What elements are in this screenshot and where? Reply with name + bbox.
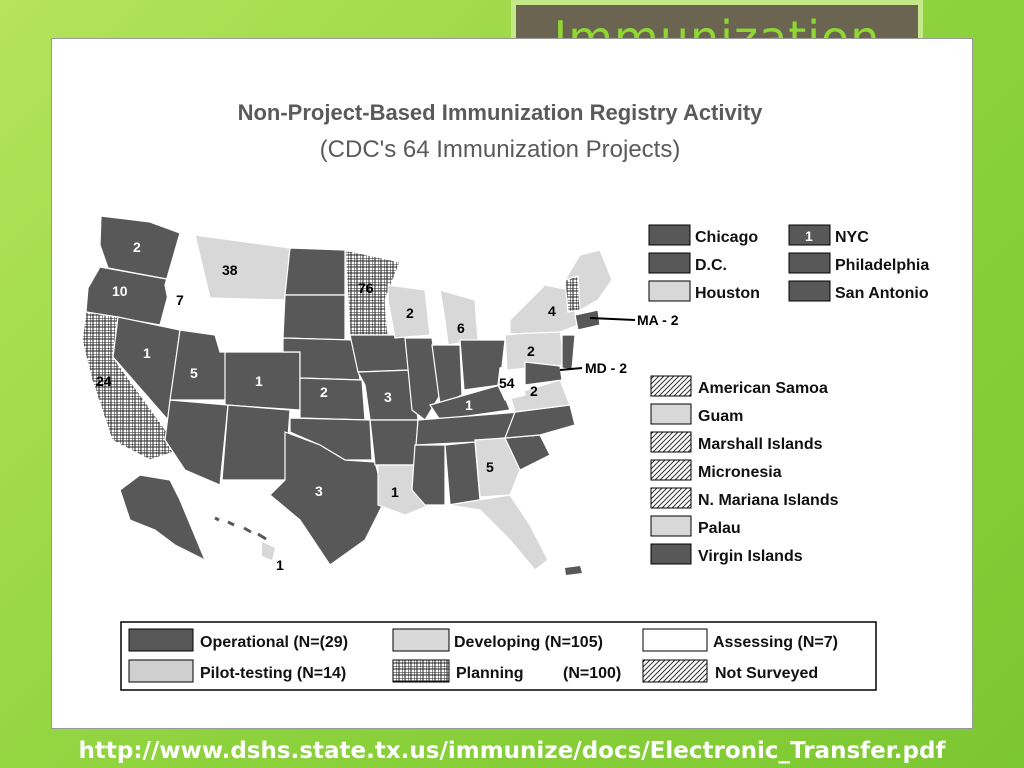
legend-guam: Guam	[698, 408, 744, 425]
label-la: 1	[391, 484, 399, 500]
state-vt-nh	[565, 276, 580, 312]
label-ma-callout: MA - 2	[637, 312, 679, 328]
legend-developing: Developing (N=105)	[454, 634, 603, 651]
state-ks	[300, 378, 365, 420]
label-ca: 24	[96, 373, 112, 389]
legend-not-surveyed: Not Surveyed	[715, 665, 819, 682]
legend-chicago: Chicago	[695, 229, 759, 246]
label-mi: 6	[457, 320, 465, 336]
legend-san-antonio: San Antonio	[835, 285, 929, 302]
swatch-nyc-value: 1	[805, 228, 813, 244]
legend-american-samoa: American Samoa	[698, 380, 828, 397]
source-url: http://www.dshs.state.tx.us/immunize/docs/Electronic_Transfer.pdf	[78, 738, 946, 764]
legend-houston: Houston	[695, 285, 760, 302]
figure-subtitle: (CDC's 64 Immunization Projects)	[319, 136, 681, 163]
swatch-guam	[651, 404, 691, 424]
state-hi	[215, 518, 266, 539]
state-ak	[120, 475, 205, 560]
swatch-san-antonio	[789, 281, 830, 301]
swatch-n-mariana-islands	[651, 488, 691, 508]
label-wv: 54	[499, 375, 515, 391]
figure-title: Non-Project-Based Immunization Registry Activity	[237, 100, 763, 125]
state-ar	[370, 420, 418, 465]
legend-planning-count: (N=100)	[563, 665, 622, 682]
label-ny: 4	[548, 303, 556, 319]
label-hi: 1	[276, 557, 284, 573]
swatch-chicago	[649, 225, 690, 245]
status-legend	[121, 622, 876, 690]
swatch-american-samoa	[651, 376, 691, 396]
state-nd	[285, 248, 345, 295]
label-mt: 38	[222, 262, 238, 278]
label-ut: 5	[190, 365, 198, 381]
state-hi-big	[262, 542, 275, 560]
swatch-operational	[129, 629, 193, 651]
swatch-not-surveyed	[643, 660, 707, 682]
swatch-planning	[393, 660, 449, 682]
state-mt	[195, 235, 290, 300]
legend-operational: Operational (N=(29)	[200, 634, 349, 651]
legend-palau: Palau	[698, 520, 741, 537]
label-md-callout: MD - 2	[585, 360, 627, 376]
label-mn: 76	[358, 280, 374, 296]
label-pa: 2	[527, 343, 535, 359]
swatch-pilot-testing	[129, 660, 193, 682]
legend-virgin-islands: Virgin Islands	[698, 548, 803, 565]
label-tx: 3	[315, 483, 323, 499]
state-fl	[448, 495, 548, 570]
label-nv: 1	[143, 345, 151, 361]
state-nj	[562, 335, 575, 370]
legend-pilot-testing: Pilot-testing (N=14)	[200, 665, 347, 682]
swatch-developing	[393, 629, 449, 651]
state-al	[445, 442, 480, 505]
territory-pr	[565, 566, 582, 575]
swatch-philadelphia	[789, 253, 830, 273]
label-wi: 2	[406, 305, 414, 321]
label-ky: 1	[465, 397, 473, 413]
swatch-virgin-islands	[651, 544, 691, 564]
label-ga: 5	[486, 459, 494, 475]
label-co: 1	[255, 373, 263, 389]
state-sd	[283, 295, 345, 340]
swatch-houston	[649, 281, 690, 301]
swatch-palau	[651, 516, 691, 536]
state-nm	[222, 405, 290, 480]
legend-n-mariana-islands: N. Mariana Islands	[698, 492, 839, 509]
label-va: 2	[530, 383, 538, 399]
label-mo: 3	[384, 389, 392, 405]
state-ia	[350, 335, 410, 372]
state-ct-ri	[575, 310, 600, 330]
label-ks: 2	[320, 384, 328, 400]
swatch-assessing	[643, 629, 707, 651]
legend-assessing: Assessing (N=7)	[713, 634, 838, 651]
legend-micronesia: Micronesia	[698, 464, 782, 481]
legend-philadelphia: Philadelphia	[835, 257, 930, 274]
state-mi	[440, 290, 478, 345]
city-legend	[649, 225, 929, 302]
legend-dc: D.C.	[695, 257, 727, 274]
state-wy	[210, 300, 285, 352]
territory-legend	[651, 376, 839, 565]
state-ms	[412, 445, 445, 505]
swatch-dc	[649, 253, 690, 273]
legend-nyc: NYC	[835, 229, 869, 246]
legend-marshall-islands: Marshall Islands	[698, 436, 823, 453]
label-or: 10	[112, 283, 128, 299]
swatch-micronesia	[651, 460, 691, 480]
label-wa: 2	[133, 239, 141, 255]
swatch-marshall-islands	[651, 432, 691, 452]
state-az	[165, 400, 228, 485]
label-id: 7	[176, 292, 184, 308]
legend-planning: Planning	[456, 665, 524, 682]
